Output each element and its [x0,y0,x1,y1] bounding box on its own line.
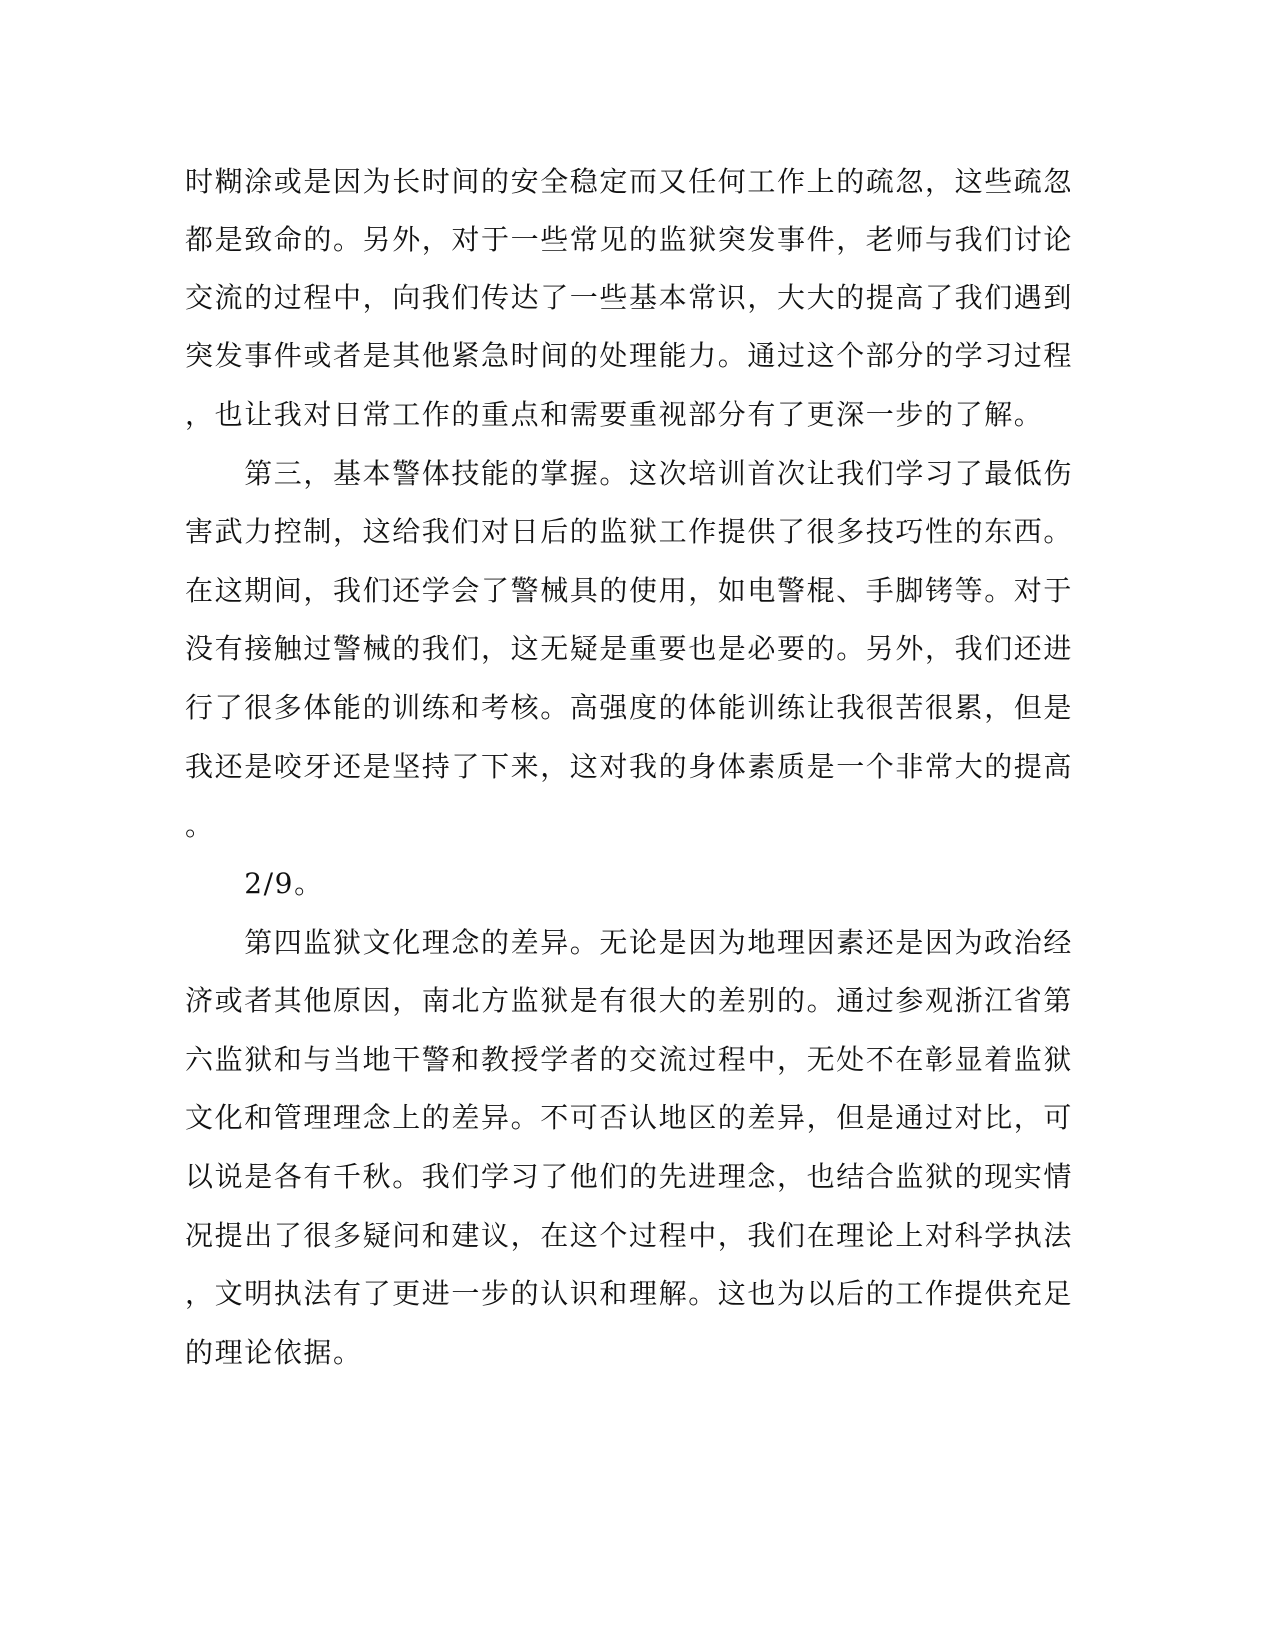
text-line: 突发事件或者是其他紧急时间的处理能力。通过这个部分的学习过程 [185,339,1074,372]
text-line: 都是致命的。另外，对于一些常见的监狱突发事件，老师与我们讨论 [185,223,1074,256]
text-line: 以说是各有千秋。我们学习了他们的先进理念，也结合监狱的现实情 [185,1160,1074,1193]
text-line: 。 [185,809,215,842]
text-line: 第四监狱文化理念的差异。无论是因为地理因素还是因为政治经 [185,926,1074,959]
text-line: 在这期间，我们还学会了警械具的使用，如电警棍、手脚铐等。对于 [185,574,1074,607]
text-line: 没有接触过警械的我们，这无疑是重要也是必要的。另外，我们还进 [185,632,1074,665]
text-line: 文化和管理理念上的差异。不可否认地区的差异，但是通过对比，可 [185,1101,1074,1134]
text-line: 第三，基本警体技能的掌握。这次培训首次让我们学习了最低伤 [185,457,1074,490]
page-marker: 2/9。 [185,867,324,900]
text-line: 我还是咬牙还是坚持了下来，这对我的身体素质是一个非常大的提高 [185,750,1074,783]
text-line: ，文明执法有了更进一步的认识和理解。这也为以后的工作提供充足 [185,1277,1074,1310]
text-line: 时糊涂或是因为长时间的安全稳定而又任何工作上的疏忽，这些疏忽 [185,165,1074,198]
text-line: 害武力控制，这给我们对日后的监狱工作提供了很多技巧性的东西。 [185,515,1074,548]
text-line: ，也让我对日常工作的重点和需要重视部分有了更深一步的了解。 [185,398,1044,431]
text-line: 行了很多体能的训练和考核。高强度的体能训练让我很苦很累，但是 [185,691,1074,724]
text-line: 况提出了很多疑问和建议，在这个过程中，我们在理论上对科学执法 [185,1219,1074,1252]
text-line: 的理论依据。 [185,1336,363,1369]
text-line: 六监狱和与当地干警和教授学者的交流过程中，无处不在彰显着监狱 [185,1043,1074,1076]
text-line: 交流的过程中，向我们传达了一些基本常识，大大的提高了我们遇到 [185,281,1074,314]
text-line: 济或者其他原因，南北方监狱是有很大的差别的。通过参观浙江省第 [185,984,1074,1017]
